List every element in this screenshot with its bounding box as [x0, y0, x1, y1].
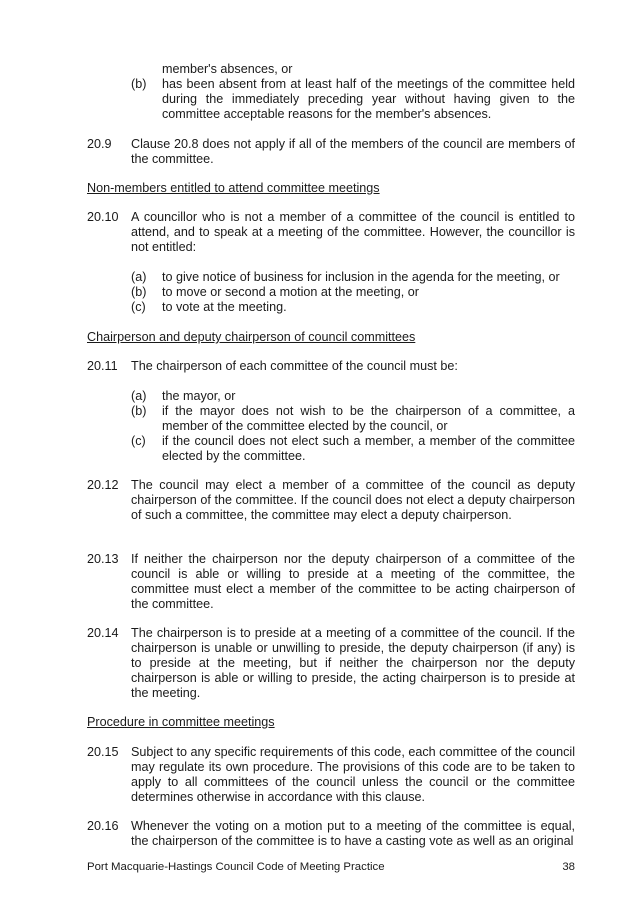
- list-item-text: to give notice of business for inclusion in the agenda for the meeting, or: [162, 270, 560, 284]
- list-item-continuation: [131, 62, 575, 77]
- section-heading-chairperson: Chairperson and deputy chairperson of council committees: [87, 330, 416, 344]
- list-item-label: (c): [131, 434, 146, 448]
- list-item-text: the mayor, or: [162, 389, 236, 403]
- list-item-b: [131, 285, 575, 300]
- clause-number: 20.10: [87, 210, 119, 224]
- footer-title: Port Macquarie-Hastings Council Code of Meeting Practice: [87, 861, 385, 873]
- clause-number: 20.15: [87, 745, 119, 759]
- clause-20-16: [87, 819, 575, 849]
- clause-text: The council may elect a member of a committee of the council as deputy chairperson of the committee. If the council does not elect a deputy chairperson of such a committee, the committee may elect a deputy chairperson.: [131, 478, 575, 522]
- clause-number: 20.13: [87, 552, 119, 566]
- list-item-c: [131, 300, 575, 315]
- clause-number: 20.16: [87, 819, 119, 833]
- clause-text: Subject to any specific requirements of this code, each committee of the council may regulate its own procedure. The provisions of this code are to be taken to apply to all committees of the council unless the council or the committee determines otherwise in accordance with this clause.: [131, 745, 575, 804]
- clause-20-14: [87, 626, 575, 701]
- clause-number: 20.9: [87, 137, 112, 151]
- list-item-c: [131, 434, 575, 464]
- list-item-label: (a): [131, 389, 147, 403]
- list-item-b: [131, 77, 575, 122]
- list-item-label: (b): [131, 77, 147, 91]
- clause-text: A councillor who is not a member of a committee of the council is entitled to attend, and to speak at a meeting of the committee. However, the councillor is not entitled:: [131, 210, 575, 254]
- list-item-b: [131, 404, 575, 434]
- list-item-text: if the council does not elect such a member, a member of the committee elected by the committee.: [162, 434, 575, 463]
- clause-20-10: [87, 210, 575, 255]
- clause-20-9: [87, 137, 575, 167]
- list-item-text: has been absent from at least half of the meetings of the committee held during the immediately preceding year without having given to the committee acceptable reasons for the member's absences.: [162, 77, 575, 121]
- list-item-label: (c): [131, 300, 146, 314]
- clause-20-11: [87, 359, 575, 374]
- list-item-text: member's absences, or: [162, 62, 293, 76]
- page-footer: [87, 860, 575, 875]
- list-item-label: (b): [131, 404, 147, 418]
- clause-text: The chairperson of each committee of the council must be:: [131, 359, 458, 373]
- clause-text: The chairperson is to preside at a meeting of a committee of the council. If the chairperson is unable or unwilling to preside, the deputy chairperson (if any) is to preside at the meeting, but if neither the chairperson nor the deputy chairperson is able or willing to preside, the acting chairperson is to preside at the meeting.: [131, 626, 575, 700]
- list-item-label: (a): [131, 270, 147, 284]
- list-item-label: (b): [131, 285, 147, 299]
- list-item-a: [131, 270, 575, 285]
- clause-20-13: [87, 552, 575, 612]
- clause-number: 20.12: [87, 478, 119, 492]
- clause-20-15: [87, 745, 575, 805]
- list-item-a: [131, 389, 575, 404]
- list-item-text: if the mayor does not wish to be the chairperson of a committee, a member of the committee elected by the council, or: [162, 404, 575, 433]
- clause-text: If neither the chairperson nor the deputy chairperson of a committee of the council is able or willing to preside at a meeting of the committee, the committee must elect a member of the committee to be acting chairperson of the committee.: [131, 552, 575, 611]
- section-heading-procedure: Procedure in committee meetings: [87, 715, 275, 729]
- clause-text: Clause 20.8 does not apply if all of the members of the council are members of the committee.: [131, 137, 575, 166]
- list-item-text: to move or second a motion at the meeting, or: [162, 285, 419, 299]
- list-item-text: to vote at the meeting.: [162, 300, 287, 314]
- clause-20-12: [87, 478, 575, 523]
- clause-text: Whenever the voting on a motion put to a meeting of the committee is equal, the chairperson of the committee is to have a casting vote as well as an original: [131, 819, 575, 848]
- section-heading-nonmembers: Non-members entitled to attend committee meetings: [87, 181, 380, 195]
- page-number: 38: [562, 861, 575, 873]
- clause-number: 20.14: [87, 626, 119, 640]
- clause-number: 20.11: [87, 359, 118, 373]
